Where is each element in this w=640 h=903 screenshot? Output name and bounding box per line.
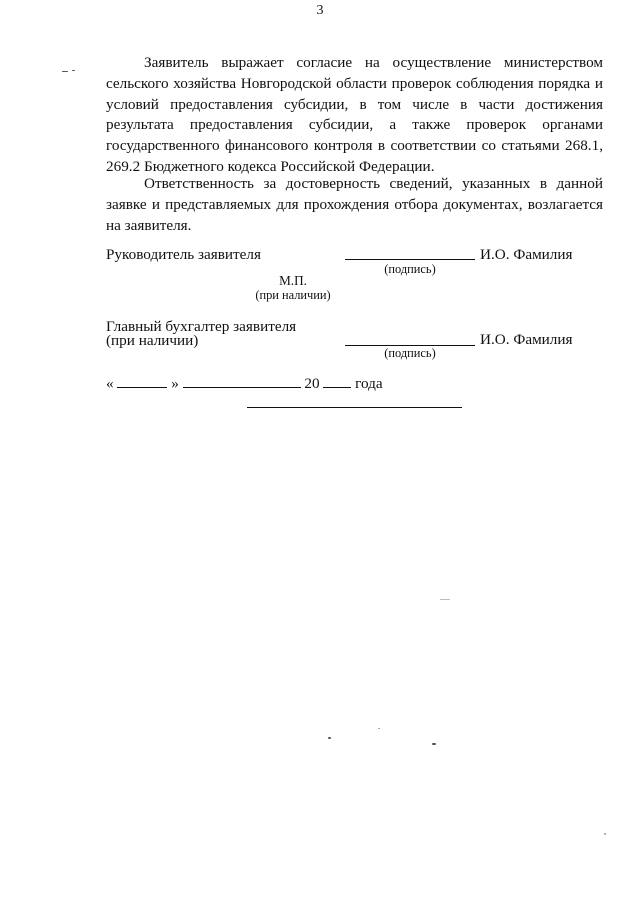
accountant-signature-caption: (подпись) [384,346,436,360]
year-suffix: года [355,375,383,392]
day-blank [117,374,167,388]
consent-paragraph: Заявитель выражает согласие на осуществление министерством сельского хозяйства Новгородской области проверок соблюдения порядка и условий предоставления субсидии, в том числе в части достижения результата предоставления субсидии, а также проверок органами государственного финансового контроля в соответствии со статьями 268.1, 269.2 Бюджетного кодекса Российской Федерации. [106,54,603,175]
year-blank [323,374,351,388]
scan-speck [378,728,380,729]
scan-speck [604,833,606,835]
month-blank [183,374,301,388]
scan-speck [432,743,436,745]
scan-speck [72,70,75,71]
head-signature-name: И.О. Фамилия [480,246,573,263]
accountant-signature-label-note: (при наличии) [106,332,199,349]
year-prefix: 20 [304,375,320,392]
date-open-quote: « [106,375,114,392]
head-signature-line [345,259,475,260]
scan-speck [440,599,450,600]
scan-speck [328,737,331,739]
closing-rule [247,407,462,408]
stamp-label: М.П. [279,273,307,288]
page-number: 3 [316,3,324,18]
scan-speck [62,71,68,72]
date-line [106,374,383,392]
stamp-caption: (при наличии) [255,288,331,302]
date-close-quote: » [171,375,179,392]
head-signature-label: Руководитель заявителя [106,246,261,263]
responsibility-paragraph: Ответственность за достоверность сведений, указанных в данной заявке и представляемых для прохождения отбора документах, возлагается на заявителя. [106,175,603,234]
accountant-signature-label: Главный бухгалтер заявителя [106,318,297,335]
head-signature-caption: (подпись) [384,262,436,276]
accountant-signature-name: И.О. Фамилия [480,331,573,348]
